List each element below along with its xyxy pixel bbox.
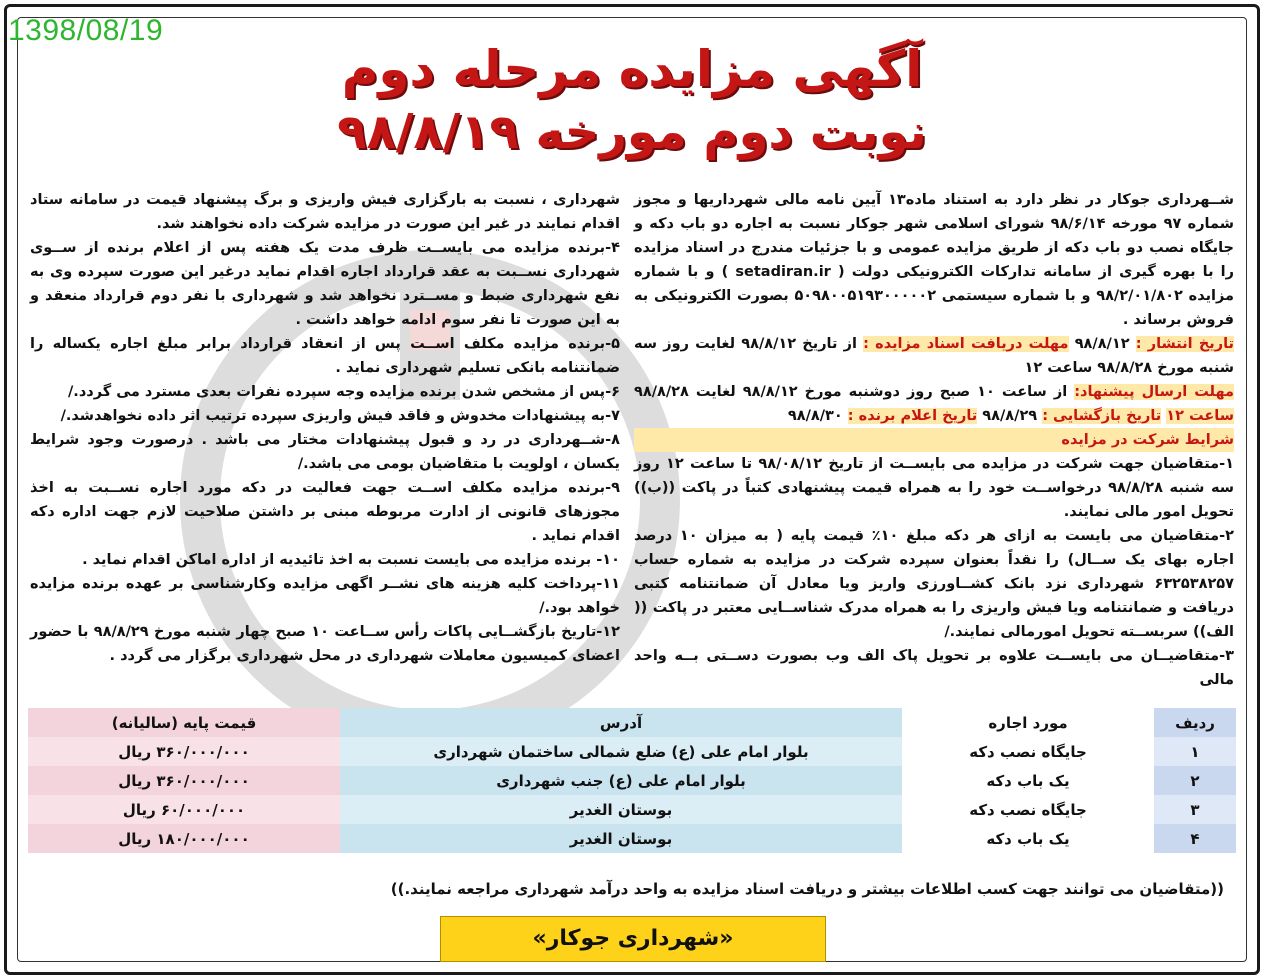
table-row xyxy=(28,737,1236,766)
date-stamp: 1398/08/19 xyxy=(8,14,164,47)
condition-3-cont: شهرداری ، نسبت به بارگزاری فیش واریزی و برگ پیشنهاد قیمت در سامانه ستاد اقدام نمایند در غیر این صورت در مزایده شرکت داده نخواهند شد. xyxy=(30,192,620,232)
footer-note: ((متقاضیان می توانند جهت کسب اطلاعات بیشتر و دریافت اسناد مزایده به واحد درآمد شهرداری مراجعه نمایند.)) xyxy=(390,880,1224,898)
offer-label: مهلت ارسال پیشنهاد: xyxy=(1074,384,1235,400)
cell-price: ۳۶۰/۰۰۰/۰۰۰ ریال xyxy=(28,766,340,795)
publish-value: ۹۸/۸/۱۲ xyxy=(1074,336,1130,352)
cell-type: یک باب دکه xyxy=(902,766,1154,795)
offer-value: از ساعت ۱۰ صبح روز دوشنبه مورخ ۹۸/۸/۱۲ لغایت ۹۸/۸/۲۸ xyxy=(634,384,1068,400)
cell-type: جایگاه نصب دکه xyxy=(902,737,1154,766)
header-address: آدرس xyxy=(340,708,902,737)
signature-text: «شهرداری جوکار» xyxy=(532,926,734,951)
opening-value: ۹۸/۸/۲۹ xyxy=(982,408,1038,424)
cell-price: ۳۶۰/۰۰۰/۰۰۰ ریال xyxy=(28,737,340,766)
schedule-publish xyxy=(634,332,1234,380)
announce-value: ۹۸/۸/۳۰ xyxy=(787,408,843,424)
cell-row-number: ۴ xyxy=(1154,824,1236,853)
cell-address: بلوار امام علی (ع) ضلع شمالی ساختمان شهرداری xyxy=(340,737,902,766)
condition-11: ۱۱-پرداخت کلیه هزینه های نشــر اگهی مزایده وکارشناسی بر عهده برنده مزایده خواهد بود./ xyxy=(30,576,620,616)
signature-box xyxy=(440,916,826,962)
cell-address: بوستان الغدیر xyxy=(340,824,902,853)
condition-1: ۱-متقاضیان جهت شرکت در مزایده می بایســت از تاریخ ۹۸/۰۸/۱۲ تا ساعت ۱۲ روز سه شنبه ۹۸/۸/۲۸ درخواســت خود را به همراه قیمت پیشنهادی کتباً در پاکت ((ب)) تحویل امور مالی نمایند. xyxy=(634,456,1235,520)
cell-row-number: ۲ xyxy=(1154,766,1236,795)
condition-9: ۹-برنده مزایده مکلف اســت جهت فعالیت در دکه مورد اجاره نســبت به اخذ مجوزهای قانونی از ادارت مربوطه مبنی بر داشتن صلاحیت لازم جهت اداره دکه اقدام نماید . xyxy=(30,480,620,544)
items-table xyxy=(28,708,1236,853)
publish-label: تاریخ انتشار : xyxy=(1135,336,1234,352)
cell-price: ۶۰/۰۰۰/۰۰۰ ریال xyxy=(28,795,340,824)
table-header-row xyxy=(28,708,1236,737)
intro-paragraph xyxy=(634,188,1234,332)
cell-row-number: ۱ xyxy=(1154,737,1236,766)
condition-4: ۴-برنده مزایده می بایســت ظرف مدت یک هفته پس از اعلام برنده از ســوی شهرداری نســبت به عقد قرارداد اجاره اقدام نماید درغیر این صورت سپرده وی به نفع شهرداری ضبط و مســترد نخواهد شد و شهرداری با نفر دوم قرارداد منعقد و به این صورت تا نفر سوم ادامه خواهد داشت . xyxy=(30,240,620,328)
title-line-2: نوبت دوم مورخه ۹۸/۸/۱۹ xyxy=(337,104,927,160)
cell-address: بلوار امام علی (ع) جنب شهرداری xyxy=(340,766,902,795)
left-column xyxy=(30,188,620,668)
header-type: مورد اجاره xyxy=(902,708,1154,737)
setad-site: setadiran.ir xyxy=(735,264,831,280)
table-row xyxy=(28,766,1236,795)
conditions-title: شرایط شرکت در مزایده xyxy=(634,428,1234,452)
schedule-offer xyxy=(634,380,1234,428)
table-row xyxy=(28,824,1236,853)
opening-label: تاریخ بازگشایی : xyxy=(1042,408,1162,424)
condition-2: ۲-متقاضیان می بایست به ازای هر دکه مبلغ ۱۰٪ قیمت پایه ( به میزان ۱۰ درصد اجاره بهای یک ســال) را نقداً بعنوان سپرده شرکت در مزایده به شماره حساب ۶۳۲۵۳۸۲۵۷ شهرداری نزد بانک کشــاورزی واریز ویا معادل آن ضمانتنامه کتبی دریافت و ضمانتنامه ویا فیش واریزی را به همراه مدرک شناســایی معتبر در پاکت (( الف)) سربســته تحویل امورمالی نمایند./ xyxy=(634,528,1234,640)
cell-row-number: ۳ xyxy=(1154,795,1236,824)
cell-type: یک باب دکه xyxy=(902,824,1154,853)
cell-address: بوستان الغدیر xyxy=(340,795,902,824)
cell-type: جایگاه نصب دکه xyxy=(902,795,1154,824)
announce-label: تاریخ اعلام برنده : xyxy=(847,408,978,424)
cell-price: ۱۸۰/۰۰۰/۰۰۰ ریال xyxy=(28,824,340,853)
condition-12: ۱۲-تاریخ بازگشــایی پاکات رأس ســاعت ۱۰ صبح چهار شنبه مورخ ۹۸/۸/۲۹ با حضور اعضای کمیسیون معاملات شهرداری در محل شهرداری برگزار می گردد . xyxy=(30,624,620,664)
intro-text: شــهرداری جوکار در نظر دارد به استناد ماده۱۳ آیین نامه مالی شهرداریها و مجوز شماره ۹۷ مورخه ۹۸/۶/۱۴ شورای اسلامی شهر جوکار نسبت به اجاره دو باب دکه و جایگاه نصب دو باب دکه از طریق مزایده عمومی و با جزئیات مندرج در اسناد مزایده را با بهره گیری از سامانه تدارکات الکترونیکی دولت ( xyxy=(634,192,1234,280)
condition-5: ۵-برنده مزایده مکلف اســت پس از انعقاد قرارداد برابر مبلغ اجاره یکساله را ضمانتنامه بانکی تسلیم شهرداری نماید . xyxy=(30,336,620,376)
condition-10: ۱۰- برنده مزایده می بایست نسبت به اخذ تائیدیه از اداره اماکن اقدام نماید . xyxy=(82,552,620,568)
table-row xyxy=(28,795,1236,824)
condition-3: ۳-متقاضیــان می بایســت علاوه بر تحویل پاک الف وب بصورت دســتی بــه واحد مالی xyxy=(634,648,1234,688)
condition-7: ۷-به پیشنهادات مخدوش و فاقد فیش واریزی سپرده ترتیب اثر داده نخواهدشد./ xyxy=(60,408,620,424)
header-price: قیمت پایه (سالیانه) xyxy=(28,708,340,737)
condition-6: ۶-پس از مشخص شدن برنده مزایده وجه سپرده نفرات بعدی مسترد می گردد./ xyxy=(68,384,620,400)
intro-tail: ) و با شماره مزایده ۹۸/۲/۰۱/۸۰۲ و با شماره سیستمی ۵۰۹۸۰۰۵۱۹۳۰۰۰۰۰۲ بصورت الکترونیکی به فروش برساند . xyxy=(634,264,1235,328)
offer-hour: ساعت ۱۲ xyxy=(1166,408,1234,424)
docs-label: مهلت دریافت اسناد مزایده : xyxy=(863,336,1069,352)
docs-value: از تاریخ ۹۸/۸/۱۲ لغایت روز سه شنبه مورخ ۹۸/۸/۲۸ ساعت ۱۲ xyxy=(634,336,1234,376)
right-column xyxy=(634,188,1234,692)
title-line-1: آگهی مزایده مرحله دوم xyxy=(341,40,923,98)
condition-8: ۸-شــهرداری در رد و قبول پیشنهادات مختار می باشد . درصورت وجود شرایط یکسان ، اولویت با متقاضیان بومی می باشد./ xyxy=(30,432,620,472)
header-row-number: ردیف xyxy=(1154,708,1236,737)
